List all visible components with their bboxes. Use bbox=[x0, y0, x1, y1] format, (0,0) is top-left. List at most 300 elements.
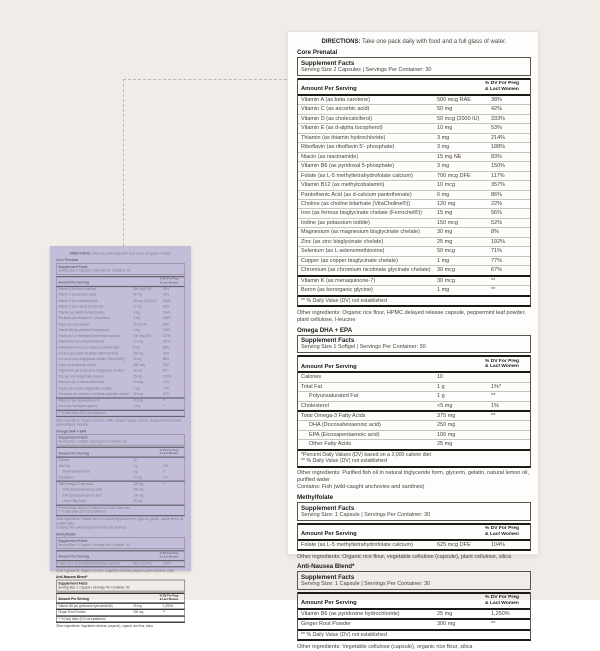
dv-column-header: % DV For Preg & Lact Women bbox=[485, 595, 519, 606]
nutrient-rows bbox=[57, 458, 185, 505]
table-header bbox=[298, 592, 530, 610]
nutrient-row bbox=[298, 246, 530, 255]
nutrient-name: Polyunsaturated Fat bbox=[62, 470, 90, 474]
nutrient-row bbox=[298, 227, 530, 236]
dv-column-header: % DV For Preg & Lact Women bbox=[485, 526, 519, 537]
nutrient-amount: 700 mcg DFE bbox=[133, 334, 152, 338]
nutrient-name: Pantothenic Acid (as d-calcium pantothenate) bbox=[301, 191, 412, 198]
nutrient-amount: 625 mcg DFE bbox=[133, 561, 152, 566]
nutrient-name: Ginger Root Powder bbox=[58, 610, 86, 615]
serving-size-line: Serving Size 2 Capsules | Servings Per Container: 30 bbox=[301, 66, 432, 73]
nutrient-amount: 10 bbox=[437, 374, 444, 381]
label-sections bbox=[297, 49, 531, 651]
nutrient-amount: 15 mg NE bbox=[437, 153, 462, 160]
section-title: Core Prenatal bbox=[56, 258, 79, 263]
nutrient-amount: 10 mcg bbox=[437, 182, 456, 189]
directions-label: DIRECTIONS: bbox=[69, 252, 91, 256]
nutrient-amount: 50 mcg (2000 IU) bbox=[133, 299, 157, 303]
nutrient-dv: 83% bbox=[491, 153, 503, 160]
supplement-facts-box bbox=[297, 335, 531, 354]
nutrient-row bbox=[57, 315, 185, 321]
label-sections bbox=[56, 258, 185, 629]
nutrient-rows bbox=[57, 604, 185, 616]
nutrient-row bbox=[298, 190, 530, 199]
nutrient-name: Niacin (as niacinamide) bbox=[301, 153, 359, 160]
nutrient-name: Vitamin B12 (as methylcobalamin) bbox=[301, 182, 385, 189]
nutrient-name: Vitamin A (as beta carotene) bbox=[58, 287, 97, 292]
nutrient-dv: 67% bbox=[162, 392, 169, 397]
nutrient-dv: 188% bbox=[162, 316, 171, 321]
footnote: ** % Daily Value (DV) not established bbox=[58, 617, 106, 621]
nutrient-table bbox=[56, 276, 185, 417]
supplement-facts-title: Supplement Facts bbox=[301, 504, 355, 512]
nutrient-row bbox=[57, 292, 185, 298]
nutrient-amount: 30 mcg bbox=[437, 277, 456, 284]
nutrient-row bbox=[298, 610, 530, 618]
supplement-label bbox=[56, 252, 185, 629]
nutrient-dv: ** bbox=[162, 470, 166, 474]
section-title: Anti-Nausea Blend* bbox=[56, 575, 88, 580]
nutrient-amount: 50 mg bbox=[133, 293, 142, 298]
nutrient-row bbox=[298, 541, 530, 549]
table-header bbox=[298, 78, 530, 96]
nutrient-row bbox=[57, 368, 185, 374]
nutrient-row bbox=[298, 391, 530, 400]
nutrient-dv bbox=[491, 374, 527, 380]
nutrient-row bbox=[57, 458, 185, 463]
nutrient-amount: 120 mg bbox=[133, 351, 144, 356]
nutrient-dv: 1% bbox=[162, 475, 168, 480]
nutrient-table bbox=[56, 593, 185, 623]
nutrient-name: Total Fat bbox=[301, 383, 323, 390]
nutrient-dv bbox=[163, 494, 183, 498]
nutrient-name: Vitamin C (as ascorbic acid) bbox=[58, 293, 96, 298]
section-title: Anti-Nausea Blend* bbox=[297, 563, 355, 571]
nutrient-dv: 150% bbox=[162, 328, 171, 333]
nutrient-amount: 30 mg bbox=[437, 229, 453, 236]
section-title: Omega DHA + EPA bbox=[297, 326, 353, 334]
nutrient-row bbox=[57, 327, 185, 333]
nutrient-amount: 150 mcg bbox=[437, 219, 459, 226]
nutrient-dv: 77% bbox=[162, 386, 169, 391]
nutrient-name: Vitamin A (as beta carotene) bbox=[301, 96, 370, 103]
nutrient-row bbox=[57, 487, 185, 493]
nutrient-name: Vitamin B6 (as pyridoxine hydrochloride) bbox=[58, 604, 113, 608]
dv-column-header: % DV For Preg & Lact Women bbox=[159, 552, 179, 559]
nutrient-amount: 100 mg bbox=[133, 494, 144, 498]
nutrient-name: Choline (as choline bitartrate (VitaCholine®)) bbox=[301, 200, 411, 207]
nutrient-amount: 375 mg bbox=[437, 412, 456, 419]
nutrient-dv bbox=[163, 488, 183, 492]
nutrient-name: Magnesium (as magnesium bisglycinate chelate) bbox=[301, 229, 420, 236]
nutrient-dv: 333% bbox=[162, 299, 171, 303]
nutrient-row bbox=[57, 397, 185, 403]
nutrient-name: Cholesterol bbox=[58, 475, 74, 480]
nutrient-dv: ** bbox=[162, 404, 166, 409]
nutrient-dv: ** bbox=[491, 621, 496, 628]
nutrient-amount: 1 mg bbox=[437, 287, 450, 294]
table-header bbox=[298, 355, 530, 373]
nutrient-dv: 1%* bbox=[162, 464, 169, 468]
nutrient-dv bbox=[163, 458, 183, 462]
nutrient-amount: 3 mg bbox=[437, 144, 450, 151]
nutrient-amount: 250 mg bbox=[437, 422, 456, 429]
supplement-facts-box bbox=[56, 537, 185, 548]
nutrient-name: Total Omega-3 Fatty Acids bbox=[58, 482, 94, 487]
nutrient-row bbox=[298, 96, 530, 104]
nutrient-name: Magnesium (as magnesium bisglycinate chelate) bbox=[58, 369, 124, 374]
nutrient-row bbox=[57, 321, 185, 327]
amount-per-serving-header: Amount Per Serving bbox=[301, 600, 357, 607]
nutrient-row bbox=[57, 404, 185, 410]
nutrient-row bbox=[298, 237, 530, 246]
mini-label-content bbox=[56, 252, 185, 629]
nutrient-dv: ** bbox=[162, 482, 166, 487]
nutrient-amount: <5 mg bbox=[133, 475, 142, 480]
footnote: *Percent Daily Values (DV) based on a 2,000 calorie diet bbox=[58, 506, 130, 511]
supplement-facts-box bbox=[297, 571, 531, 590]
nutrient-dv: 150% bbox=[491, 163, 506, 170]
nutrient-row bbox=[298, 401, 530, 410]
nutrient-name: Ginger Root Powder bbox=[301, 621, 351, 628]
nutrient-row bbox=[57, 469, 185, 475]
amount-per-serving-header: Amount Per Serving bbox=[58, 555, 89, 559]
nutrient-amount: 1 g bbox=[437, 383, 445, 390]
nutrient-row bbox=[298, 123, 530, 132]
section-title: Methylfolate bbox=[56, 532, 76, 537]
nutrient-amount: 375 mg bbox=[133, 482, 144, 487]
nutrient-dv: 53% bbox=[162, 305, 169, 309]
other-ingredients: Other ingredients: Organic rice flour, HPMC delayed release capsule, peppermint leaf powder, plant cellulose, l-leucine bbox=[297, 309, 526, 323]
footnote: *Percent Daily Values (DV) based on a 2,000 calorie diet bbox=[301, 451, 431, 458]
nutrient-dv: ** bbox=[491, 277, 496, 284]
footnote: ** % Daily Value (DV) not established bbox=[301, 458, 387, 465]
nutrient-name: Thiamin (as thiamin hydrochloride) bbox=[58, 310, 105, 315]
nutrient-dv: 357% bbox=[162, 340, 171, 344]
footnote: ** % Daily Value (DV) not established bbox=[58, 510, 106, 515]
contains-line: Contains: Fish (wild-caught anchovies and sardines) bbox=[56, 526, 127, 530]
nutrient-row bbox=[57, 345, 185, 351]
nutrient-dv: 214% bbox=[162, 310, 171, 315]
nutrient-table bbox=[297, 523, 531, 551]
nutrient-dv: 67% bbox=[491, 267, 503, 274]
section-title: Methylfolate bbox=[297, 494, 334, 502]
nutrient-row bbox=[298, 152, 530, 161]
nutrient-dv: 188% bbox=[491, 144, 506, 151]
supplement-facts-box bbox=[56, 434, 185, 445]
nutrient-amount: 3 mg bbox=[133, 328, 140, 333]
serving-size-line: Serving Size: 1 Capsule | Servings Per Container: 30 bbox=[301, 511, 431, 518]
section-title: Core Prenatal bbox=[297, 49, 338, 57]
nutrient-name: Iodine (as potassium iodide) bbox=[301, 219, 370, 226]
nutrient-row bbox=[57, 298, 185, 304]
nutrient-dv: 86% bbox=[162, 345, 169, 350]
supplement-section bbox=[56, 258, 185, 427]
nutrient-dv: 56% bbox=[491, 210, 503, 217]
footnotes bbox=[57, 615, 185, 621]
supplement-section bbox=[56, 532, 185, 573]
nutrient-dv bbox=[491, 432, 527, 438]
amount-per-serving-header: Amount Per Serving bbox=[301, 86, 357, 93]
nutrient-dv: 77% bbox=[491, 257, 503, 264]
nutrient-amount: 10 bbox=[133, 458, 137, 463]
nutrient-amount: 1 mg bbox=[437, 257, 450, 264]
nutrient-amount: 25 mg bbox=[133, 375, 142, 379]
nutrient-name: Zinc (as zinc bisglycinate chelate) bbox=[301, 238, 384, 245]
nutrient-dv: 42% bbox=[162, 293, 169, 298]
supplement-facts-title: Supplement Facts bbox=[58, 581, 88, 586]
nutrient-name: Vitamin B6 (as pyridoxal 5-phosphate) bbox=[301, 163, 395, 170]
nutrient-amount: 30 mcg bbox=[133, 399, 144, 403]
nutrient-rows bbox=[57, 561, 185, 566]
nutrient-name: Vitamin K (as menaquinone-7) bbox=[301, 277, 376, 284]
nutrient-amount: 625 mcg DFE bbox=[437, 541, 471, 548]
nutrient-dv: 86% bbox=[491, 191, 503, 198]
nutrient-name: Selenium (as L-selenomethionine) bbox=[58, 380, 105, 385]
nutrient-name: Vitamin E (as d-alpha tocopherol) bbox=[58, 305, 104, 309]
nutrient-name: Total Omega-3 Fatty Acids bbox=[301, 412, 366, 419]
nutrient-dv: 357% bbox=[491, 182, 506, 189]
nutrient-amount: 6 mg bbox=[437, 191, 450, 198]
nutrient-name: Iron (as ferrous bisglycinate chelate (Ferrochel®)) bbox=[58, 357, 125, 362]
nutrient-row bbox=[298, 410, 530, 420]
nutrient-name: Boron (as bororganic glycine) bbox=[58, 404, 98, 409]
nutrient-name: Vitamin E (as d-alpha tocopherol) bbox=[301, 125, 383, 132]
dv-column-header: % DV For Preg & Lact Women bbox=[159, 594, 179, 602]
nutrient-rows bbox=[298, 541, 530, 549]
nutrient-amount: 700 mcg DFE bbox=[437, 172, 471, 179]
nutrient-dv: ** bbox=[162, 610, 166, 615]
supplement-section bbox=[297, 327, 531, 491]
dv-column-header: % DV For Preg & Lact Women bbox=[485, 81, 519, 92]
nutrient-dv: 22% bbox=[162, 351, 169, 356]
nutrient-row bbox=[298, 199, 530, 208]
serving-size-line: Serving Size: 1 Capsule | Servings Per Container: 30 bbox=[301, 580, 431, 587]
nutrient-dv: 1,250% bbox=[491, 610, 510, 617]
nutrient-dv: 192% bbox=[491, 238, 506, 245]
nutrient-table bbox=[56, 550, 185, 568]
nutrient-row bbox=[57, 463, 185, 469]
nutrient-dv: 192% bbox=[162, 375, 171, 379]
nutrient-amount: 10 mcg bbox=[133, 340, 144, 344]
nutrient-name: Vitamin D (as cholecalciferol) bbox=[58, 299, 98, 303]
nutrient-name: Choline (as choline bitartrate (VitaCholine®)) bbox=[58, 351, 119, 356]
amount-per-serving-header: Amount Per Serving bbox=[58, 597, 89, 602]
nutrient-dv: 38% bbox=[491, 96, 503, 103]
nutrient-table bbox=[56, 447, 185, 517]
nutrient-row bbox=[298, 171, 530, 180]
dv-column-header: % DV For Preg & Lact Women bbox=[159, 277, 179, 285]
nutrient-name: Vitamin C (as ascorbic acid) bbox=[301, 106, 370, 113]
nutrient-amount: 50 mcg bbox=[133, 380, 144, 385]
table-header bbox=[57, 447, 185, 458]
nutrient-name: Vitamin K (as menaquinone-7) bbox=[58, 399, 100, 403]
nutrient-row bbox=[57, 339, 185, 345]
nutrient-row bbox=[298, 133, 530, 142]
nutrient-row bbox=[298, 208, 530, 217]
nutrient-amount: 1 mg bbox=[133, 404, 140, 409]
nutrient-amount: 250 mg bbox=[133, 488, 144, 492]
nutrient-dv: 56% bbox=[162, 357, 169, 362]
nutrient-amount: 1 g bbox=[133, 464, 138, 468]
nutrient-dv: 71% bbox=[491, 248, 503, 255]
serving-size-line: Serving Size 2 Capsules | Servings Per Container: 30 bbox=[58, 269, 131, 273]
nutrient-row bbox=[298, 104, 530, 113]
callout-line-vertical bbox=[123, 79, 124, 246]
supplement-facts-box bbox=[297, 57, 531, 76]
nutrient-amount: 300 mg bbox=[437, 621, 456, 628]
nutrient-dv: 38% bbox=[162, 287, 169, 292]
nutrient-amount: 1 g bbox=[133, 470, 138, 474]
enlarged-label-panel bbox=[287, 31, 539, 650]
supplement-section bbox=[56, 575, 185, 629]
footnotes bbox=[57, 505, 185, 515]
nutrient-dv: 83% bbox=[162, 322, 169, 327]
other-ingredients: Other ingredients: Purified fish oil in natural triglyceride form, glycerin, gelatin, natural lemon oil, purified water bbox=[297, 470, 530, 484]
nutrient-rows bbox=[298, 373, 530, 449]
nutrient-row bbox=[57, 609, 185, 615]
dv-column-header: % DV For Preg & Lact Women bbox=[485, 358, 519, 370]
nutrient-name: Copper (as copper bisglycinate chelate) bbox=[301, 257, 398, 264]
nutrient-row bbox=[298, 382, 530, 391]
contains-line: Contains: Fish (wild-caught anchovies and sardines) bbox=[297, 484, 425, 491]
nutrient-row bbox=[57, 287, 185, 292]
supplement-facts-box bbox=[56, 580, 185, 591]
other-ingredients: Other ingredients: Vegetable cellulose (capsule), organic rice flour, silica bbox=[297, 643, 473, 650]
nutrient-row bbox=[57, 310, 185, 316]
nutrient-row bbox=[57, 304, 185, 310]
nutrient-amount: 500 mcg RAE bbox=[133, 287, 152, 292]
nutrient-amount: 50 mcg bbox=[437, 248, 456, 255]
nutrient-dv bbox=[491, 441, 527, 447]
nutrient-amount: 25 mg bbox=[437, 238, 453, 245]
nutrient-name: Chromium (as chromium nicotinate glycinate chelate) bbox=[58, 392, 130, 397]
nutrient-amount: 300 mg bbox=[133, 610, 144, 615]
nutrient-table bbox=[297, 592, 531, 641]
nutrient-row bbox=[298, 218, 530, 227]
nutrient-amount: 25 mg bbox=[133, 604, 142, 608]
nutrient-dv: 52% bbox=[491, 219, 503, 226]
nutrient-row bbox=[298, 618, 530, 628]
nutrient-row bbox=[298, 439, 530, 448]
section-title: Omega DHA + EPA bbox=[56, 429, 87, 434]
nutrient-name: Vitamin B6 (as pyridoxine hydrochloride) bbox=[301, 610, 400, 617]
nutrient-row bbox=[298, 161, 530, 170]
nutrient-dv: 104% bbox=[162, 561, 171, 566]
nutrient-row bbox=[57, 493, 185, 499]
nutrient-name: Vitamin B12 (as methylcobalamin) bbox=[58, 340, 105, 344]
nutrient-amount: 30 mcg bbox=[437, 267, 456, 274]
nutrient-amount: 100 mg bbox=[437, 431, 456, 438]
nutrient-name: Thiamin (as thiamin hydrochloride) bbox=[301, 134, 386, 141]
nutrient-name: Riboflavin (as riboflavin 5'- phosphate) bbox=[301, 144, 395, 151]
nutrient-row bbox=[57, 362, 185, 368]
nutrient-dv: 1%* bbox=[491, 383, 502, 390]
nutrient-name: Zinc (as zinc bisglycinate chelate) bbox=[58, 375, 104, 379]
table-header bbox=[57, 550, 185, 561]
nutrient-rows bbox=[298, 610, 530, 629]
callout-line-horizontal bbox=[123, 79, 287, 80]
nutrient-name: Iodine (as potassium iodide) bbox=[58, 363, 97, 368]
footnote: ** % Daily Value (DV) not established bbox=[58, 411, 106, 416]
nutrient-name: Folate (as L-5 methyltetrahydrofolate calcium) bbox=[58, 334, 120, 338]
nutrient-name: Calories bbox=[301, 374, 322, 381]
nutrient-name: Copper (as copper bisglycinate chelate) bbox=[58, 386, 112, 391]
nutrient-amount: 25 mg bbox=[437, 441, 453, 448]
nutrient-row bbox=[57, 333, 185, 339]
other-ingredients: Other ingredients: Organic rice flour, HPMC delayed release capsule, peppermint leaf powder, plant cellulose, l-leucine bbox=[56, 418, 183, 427]
other-ingredients: Other ingredients: Vegetable cellulose (capsule), organic rice flour, silica bbox=[56, 624, 153, 629]
nutrient-row bbox=[57, 356, 185, 362]
nutrient-row bbox=[57, 475, 185, 481]
nutrient-dv: 8% bbox=[491, 229, 499, 236]
nutrient-dv: 22% bbox=[491, 200, 503, 207]
serving-size-line: Serving Size: 1 Capsule | Servings Per Container: 30 bbox=[58, 543, 130, 547]
nutrient-rows bbox=[298, 96, 530, 295]
nutrient-dv: 214% bbox=[491, 134, 506, 141]
directions-text: Take one pack daily with food and a full glass of water. bbox=[90, 252, 172, 256]
nutrient-name: Riboflavin (as riboflavin 5'- phosphate) bbox=[58, 316, 110, 321]
nutrient-dv: 1,250% bbox=[162, 604, 174, 608]
nutrient-amount: 25 mg bbox=[133, 499, 142, 504]
serving-size-line: Serving Size 1 Softgel | Servings Per Container: 30 bbox=[301, 344, 426, 351]
nutrient-dv: 71% bbox=[162, 380, 169, 385]
nutrient-name: Folate (as L-5 methyltetrahydrofolate calcium) bbox=[301, 541, 413, 548]
nutrient-amount: 15 mg bbox=[133, 357, 142, 362]
directions-line bbox=[56, 252, 185, 256]
other-ingredients: Other ingredients: Organic rice flour, vegetable cellulose (capsule), plant cellulose, silica bbox=[56, 568, 174, 573]
amount-per-serving-header: Amount Per Serving bbox=[301, 531, 357, 538]
footnote: ** % Daily Value (DV) not established bbox=[301, 297, 387, 304]
nutrient-row bbox=[57, 374, 185, 380]
nutrient-dv: ** bbox=[491, 412, 496, 419]
nutrient-amount: 15 mg bbox=[437, 210, 453, 217]
footnotes bbox=[298, 629, 530, 640]
supplement-facts-box bbox=[297, 502, 531, 521]
nutrient-row bbox=[298, 142, 530, 151]
nutrient-row bbox=[298, 180, 530, 189]
nutrient-row bbox=[298, 420, 530, 429]
nutrient-row bbox=[298, 285, 530, 294]
supplement-facts-title: Supplement Facts bbox=[301, 337, 355, 345]
nutrient-name: DHA (Docosahexaenoic acid) bbox=[62, 488, 103, 492]
nutrient-dv: 53% bbox=[491, 125, 503, 132]
nutrient-amount: 50 mg bbox=[437, 106, 453, 113]
nutrient-name: Boron (as bororganic glycine) bbox=[301, 287, 373, 294]
supplement-facts-title: Supplement Facts bbox=[58, 264, 88, 270]
supplement-section bbox=[297, 563, 531, 650]
nutrient-dv: 333% bbox=[491, 115, 506, 122]
nutrient-name: Vitamin B6 (as pyridoxal 5-phosphate) bbox=[58, 328, 110, 333]
nutrient-name: Folate (as L-5 methyltetrahydrofolate calcium) bbox=[58, 561, 120, 566]
supplement-label bbox=[297, 39, 531, 651]
nutrient-name: Calories bbox=[58, 458, 70, 463]
nutrient-name: EPA (Eicosapentaenoic acid) bbox=[62, 494, 102, 498]
dv-column-header: % DV For Preg & Lact Women bbox=[159, 448, 179, 456]
supplement-section bbox=[56, 429, 185, 530]
nutrient-rows bbox=[57, 287, 185, 410]
serving-size-line: Serving Size: 1 Capsule | Servings Per Container: 30 bbox=[58, 585, 130, 590]
nutrient-amount: 3 mg bbox=[133, 310, 140, 315]
nutrient-amount: 3 mg bbox=[133, 316, 140, 321]
nutrient-dv: 104% bbox=[491, 541, 506, 548]
nutrient-amount: <5 mg bbox=[437, 402, 453, 409]
nutrient-amount: 150 mcg bbox=[133, 363, 145, 368]
amount-per-serving-header: Amount Per Serving bbox=[301, 363, 357, 370]
table-header bbox=[298, 523, 530, 541]
nutrient-amount: 30 mg bbox=[133, 369, 142, 374]
nutrient-name: Total Fat bbox=[58, 464, 70, 468]
